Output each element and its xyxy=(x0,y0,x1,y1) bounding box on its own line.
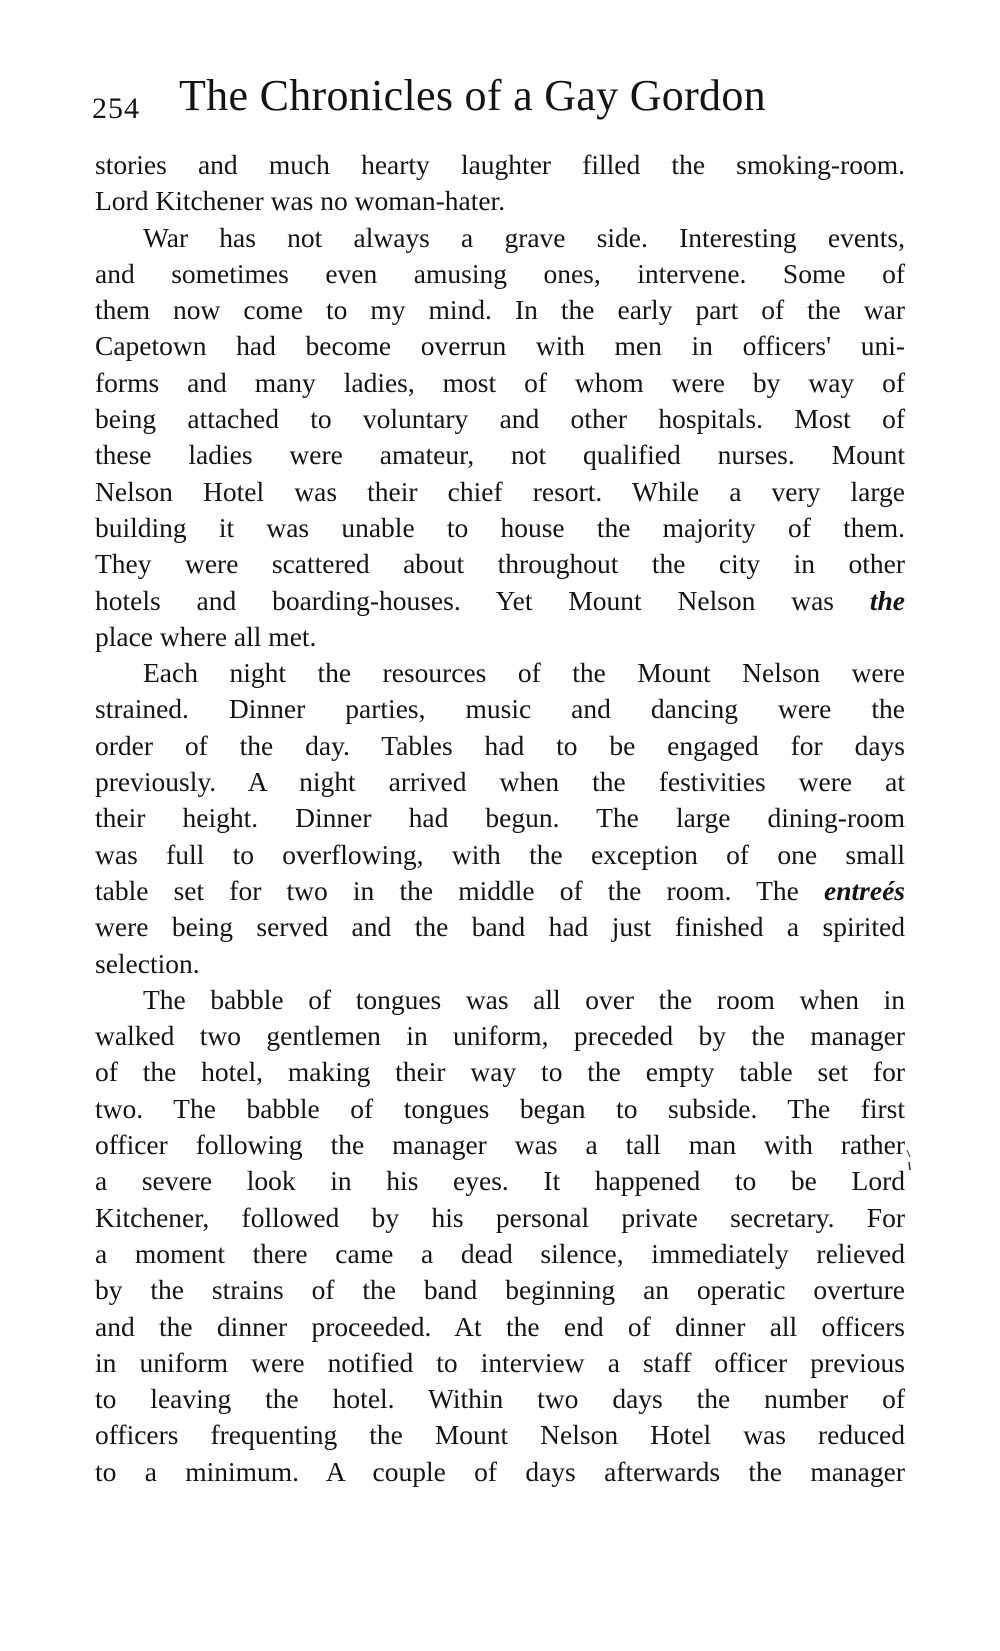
text-line: these ladies were amateur, not qualified nurses. Mount xyxy=(95,439,905,471)
text-line: of the hotel, making their way to the empty table set for xyxy=(95,1056,905,1088)
text-line: their height. Dinner had begun. The large dining-room xyxy=(95,802,905,834)
text-line: officer following the manager was a tall man with rather xyxy=(95,1129,905,1161)
page-body xyxy=(95,147,905,1490)
text-line: selection. xyxy=(95,947,200,979)
running-title: The Chronicles of a Gay Gordon xyxy=(179,71,766,120)
text-line: by the strains of the band beginning an operatic overture xyxy=(95,1274,905,1306)
text-line-part: table set for two in the middle of the room. The xyxy=(95,874,799,906)
text-line: building it was unable to house the majority of them. xyxy=(95,511,905,543)
text-line: two. The babble of tongues began to subside. The first xyxy=(95,1092,905,1124)
text-line: them now come to my mind. In the early part of the war xyxy=(95,294,905,326)
text-line: place where all met. xyxy=(95,620,317,652)
text-line: was full to overflowing, with the exception of one small xyxy=(95,838,905,870)
text-line: to a minimum. A couple of days afterwards the manager xyxy=(95,1455,905,1487)
page-header xyxy=(92,70,952,140)
text-line: strained. Dinner parties, music and dancing were the xyxy=(95,693,905,725)
text-line: order of the day. Tables had to be engaged for days xyxy=(95,729,905,761)
text-line xyxy=(95,583,905,619)
margin-mark-icon xyxy=(905,1148,913,1172)
text-line xyxy=(95,873,905,909)
text-line: Each night the resources of the Mount Nelson were xyxy=(143,657,905,689)
margin-pencil-mark xyxy=(905,1148,913,1172)
text-line: were being served and the band had just finished a spirited xyxy=(95,911,905,943)
text-line: previously. A night arrived when the festivities were at xyxy=(95,766,905,798)
text-line: and sometimes even amusing ones, intervene. Some of xyxy=(95,257,905,289)
text-line: being attached to voluntary and other hospitals. Most of xyxy=(95,403,905,435)
text-line: Capetown had become overrun with men in officers' uni- xyxy=(95,330,905,362)
text-line: Lord Kitchener was no woman-hater. xyxy=(95,185,506,217)
text-line: walked two gentlemen in uniform, preceded by the manager xyxy=(95,1020,905,1052)
text-line: to leaving the hotel. Within two days the number of xyxy=(95,1383,905,1415)
text-line: They were scattered about throughout the city in other xyxy=(95,548,905,580)
text-line: in uniform were notified to interview a staff officer previous xyxy=(95,1346,905,1378)
text-line: a moment there came a dead silence, immediately relieved xyxy=(95,1237,905,1269)
text-line: The babble of tongues was all over the room when in xyxy=(143,983,905,1015)
text-line: a severe look in his eyes. It happened to be Lord xyxy=(95,1165,905,1197)
italic-word: the xyxy=(869,584,905,616)
italic-word: entreés xyxy=(824,874,905,906)
text-line: forms and many ladies, most of whom were by way of xyxy=(95,366,905,398)
text-line: Kitchener, followed by his personal private secretary. For xyxy=(95,1201,905,1233)
text-line: Nelson Hotel was their chief resort. While a very large xyxy=(95,475,905,507)
page-number: 254 xyxy=(92,92,140,125)
text-line-part: hotels and boarding-houses. Yet Mount Nelson was xyxy=(95,584,835,616)
text-line: officers frequenting the Mount Nelson Hotel was reduced xyxy=(95,1419,905,1451)
text-line: War has not always a grave side. Interesting events, xyxy=(143,221,905,253)
text-line: and the dinner proceeded. At the end of dinner all officers xyxy=(95,1310,905,1342)
text-line: stories and much hearty laughter filled the smoking-room. xyxy=(95,149,905,180)
